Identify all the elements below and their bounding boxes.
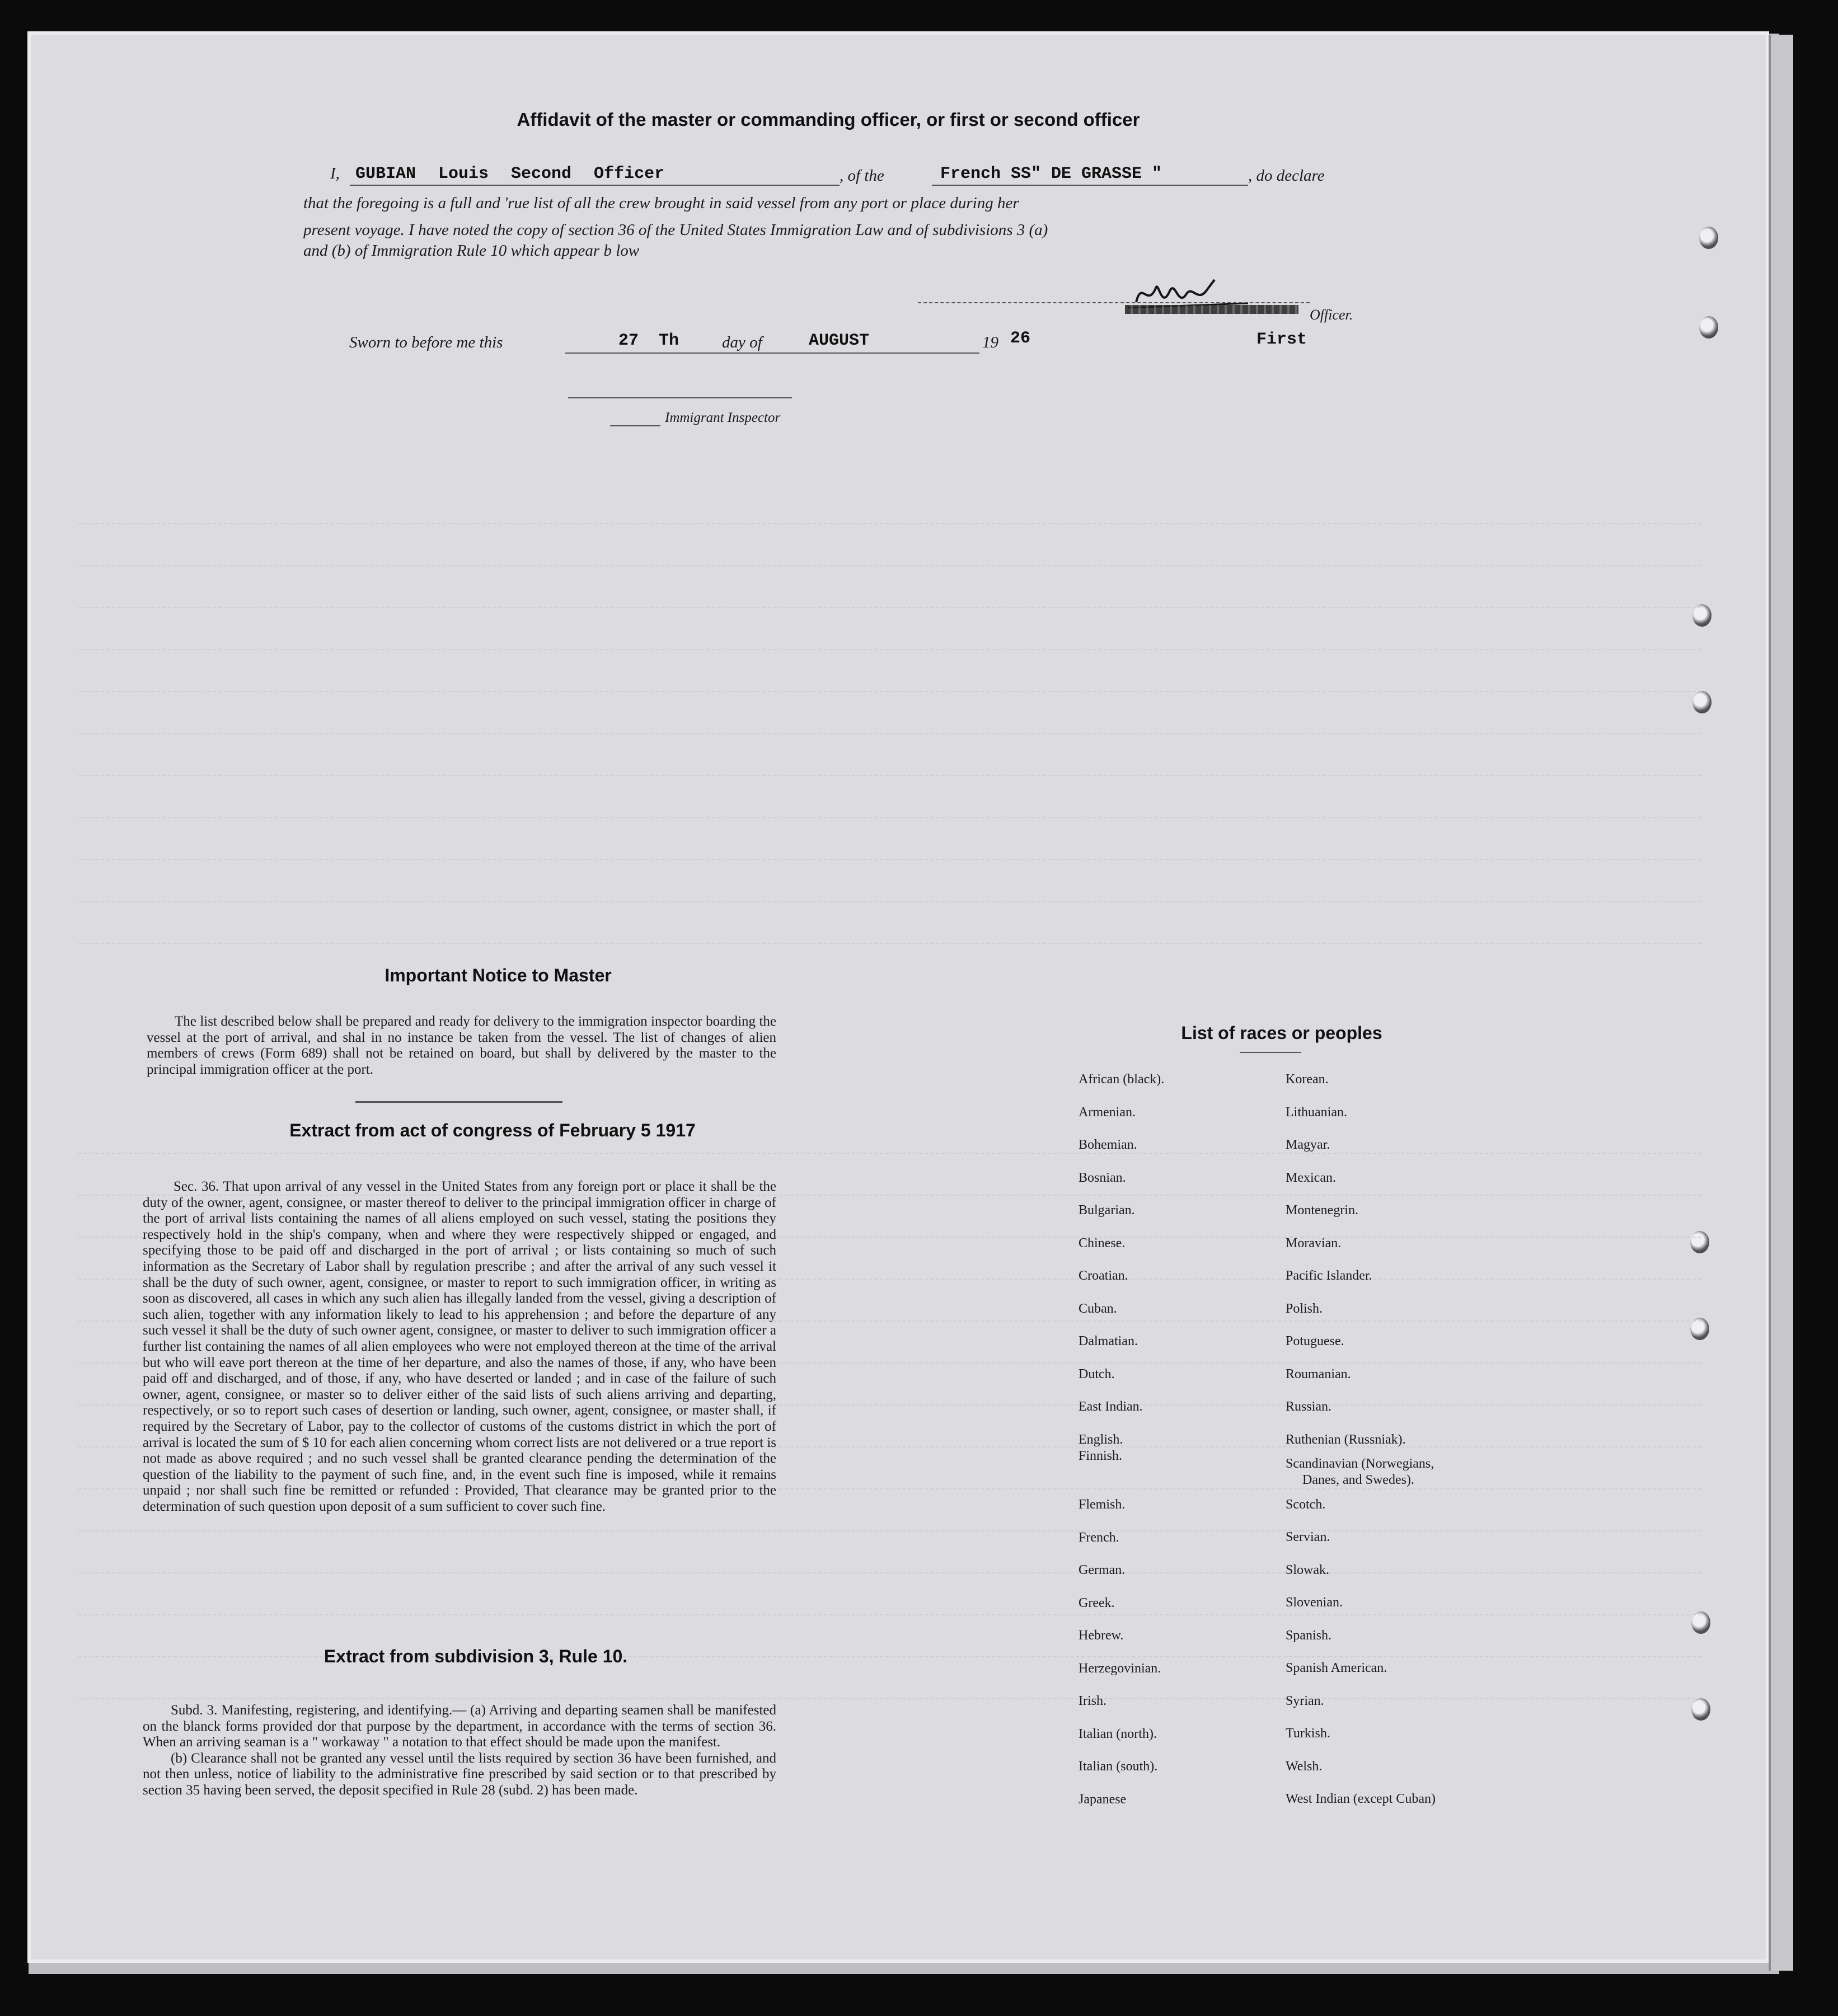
affidavit-title: Affidavit of the master or commanding officer, or first or second officer xyxy=(517,109,1140,130)
notice-text xyxy=(147,1014,776,1078)
race-item: Cuban. xyxy=(1079,1301,1117,1316)
sworn-year: 26 xyxy=(1010,329,1031,348)
race-item: Korean. xyxy=(1286,1072,1329,1087)
race-item: Finnish. xyxy=(1079,1448,1123,1463)
race-item: Italian (south). xyxy=(1079,1759,1158,1774)
race-item: Syrian. xyxy=(1286,1693,1324,1708)
race-item: French. xyxy=(1079,1530,1119,1545)
race-item: Lithuanian. xyxy=(1286,1105,1347,1120)
subdivision-a-paragraph: Subd. 3. Manifesting, registering, and identifying.— (a) Arriving and departing seamen shall be manifested on the blanck forms provided dor that purpose by the department, in accordance with the terms of section 36. When an arriving seaman is a " workaway " a notation to that effect should be made upon the manifest. xyxy=(143,1703,776,1750)
race-item: Slowak. xyxy=(1286,1562,1329,1577)
section-36-paragraph: Sec. 36. That upon arrival of any vessel in the United States from any foreign port or place it shall be the duty of the owner, agent, consignee, or master thereof to deliver to the principal immigration officer in charge of the port of arrival lists containing the names of all aliens employed on such vessel, stating the positions they respectively hold in the ship's company, when and where they were respectively shipped or engaged, and specifying those to be paid off and discharged in the port of arrival ; or lists containing so much of such information as the Secretary of Labor shall by regulation prescribe ; and after the arrival of any such vessel it shall be the duty of such owner, agent, consignee, or master to report to such immigration officer, in writing as soon as discovered, all cases in which any such alien has illegally landed from the vessel, giving a description of such alien, together with any information likely to lead to his apprehension ; and before the departure of any such vessel it shall be the duty of such owner agent, consignee, or master to deliver to such immigration officer a further list containing the names of all alien employees who were not employed thereon at the time of the arrival but who will eave port thereon at the time of her departure, and also the names of those, if any, who have been paid off and discharged, and of those, if any, who have deserted or landed ; and in case of the failure of such owner, agent, consignee, or master so to deliver either of the said lists of such aliens arriving and departing, respectively, or so to report such cases of desertion or landing, such owner, agent, consignee, or master shall, if required by the Secretary of Labor, pay to the collector of customs of the customs district in which the port of arrival is located the sum of $ 10 for each alien concerning whom correct lists are not delivered or a true report is not made as above required ; and no such vessel shall be granted clearance pending the determination of the question of the liability to the payment of such fine, and, in the event such fine is imposed, while it remains unpaid ; nor shall such fine be remitted or refunded : Provided, That clearance may be granted prior to the determination of such question upon deposit of a sum sufficient to cover such fine. xyxy=(143,1179,776,1514)
race-item: Armenian. xyxy=(1079,1105,1136,1120)
race-item: Montenegrin. xyxy=(1286,1203,1358,1218)
sworn-prefix: Sworn to before me this xyxy=(349,333,503,351)
extract-act-text xyxy=(143,1179,776,1515)
race-item: Italian (north). xyxy=(1079,1726,1157,1741)
race-item: West Indian (except Cuban) xyxy=(1286,1792,1436,1806)
vessel-name-line xyxy=(932,185,1248,186)
race-item: Irish. xyxy=(1079,1694,1106,1708)
struck-out-title xyxy=(1125,305,1298,314)
race-item: Magyar. xyxy=(1286,1138,1330,1152)
punch-hole-icon xyxy=(1691,1698,1710,1721)
sworn-year-prefix: 19 xyxy=(982,333,998,351)
race-item: Bosnian. xyxy=(1079,1170,1126,1185)
extract-rule-text xyxy=(143,1703,776,1799)
affidavit-line-4: and (b) of Immigration Rule 10 which appear b low xyxy=(303,242,640,260)
race-item: Servian. xyxy=(1286,1530,1330,1544)
page-edge xyxy=(1769,35,1793,1971)
race-item: Mexican. xyxy=(1286,1170,1336,1185)
race-item: African (black). xyxy=(1079,1072,1165,1087)
race-item: Herzegovinian. xyxy=(1079,1661,1161,1676)
race-item: Scandinavian (Norwegians, xyxy=(1286,1456,1434,1471)
races-title-underline xyxy=(1240,1052,1301,1053)
affidavit-line-3: present voyage. I have noted the copy of section 36 of the United States Immigration Law and of subdivisions 3 (a) xyxy=(303,221,1048,239)
sworn-day-of: day of xyxy=(722,333,762,351)
punch-hole-icon xyxy=(1699,227,1718,249)
race-item: Potuguese. xyxy=(1286,1334,1344,1348)
race-item: Roumanian. xyxy=(1286,1366,1351,1381)
races-column-1 xyxy=(1079,1063,1164,1816)
race-item: Danes, and Swedes). xyxy=(1302,1472,1414,1487)
affidavit-prefix: I, xyxy=(330,165,340,182)
officer-signature-line xyxy=(918,302,1310,303)
affidavit-line-1 xyxy=(330,165,340,183)
inspector-label-line xyxy=(610,425,660,426)
punch-hole-icon xyxy=(1692,691,1712,713)
race-item: Polish. xyxy=(1286,1301,1323,1316)
race-item: Slovenian. xyxy=(1286,1595,1343,1610)
races-column-2 xyxy=(1286,1063,1436,1816)
race-item: Bulgarian. xyxy=(1079,1203,1135,1218)
race-item: Flemish. xyxy=(1079,1497,1126,1512)
race-item: Ruthenian (Russniak). xyxy=(1286,1432,1406,1447)
punch-hole-icon xyxy=(1690,1231,1709,1253)
race-item: Bohemian. xyxy=(1079,1138,1137,1152)
declare-text: , do declare xyxy=(1248,167,1325,185)
inspector-label: Immigrant Inspector xyxy=(665,410,781,425)
of-the-text: , of the xyxy=(840,167,884,185)
race-item: Spanish American. xyxy=(1286,1661,1387,1675)
inspector-signature-line xyxy=(568,397,792,398)
race-item: Turkish. xyxy=(1286,1726,1330,1741)
race-item: Dalmatian. xyxy=(1079,1334,1138,1348)
race-item: Welsh. xyxy=(1286,1759,1323,1774)
subdivision-b-paragraph: (b) Clearance shall not be granted any vessel until the lists required by section 36 have been furnished, and not then unless, notice of liability to the administrative fine prescribed by said section or to that prescribed by section 35 having been served, the deposit specified in Rule 28 (subd. 2) has been made. xyxy=(143,1750,776,1798)
race-item: English. xyxy=(1079,1432,1123,1447)
race-item: Hebrew. xyxy=(1079,1628,1124,1643)
race-item: East Indian. xyxy=(1079,1399,1143,1414)
race-item: Dutch. xyxy=(1079,1366,1115,1381)
race-item: Japanese xyxy=(1079,1792,1127,1807)
race-item: Croatian. xyxy=(1079,1268,1128,1283)
affidavit-line-2: that the foregoing is a full and 'rue list of all the crew brought in said vessel from any port or place during her xyxy=(303,194,1019,212)
sworn-day-line xyxy=(565,353,800,354)
manifest-page xyxy=(31,35,1766,1959)
race-item xyxy=(1079,1472,1164,1488)
notice-title: Important Notice to Master xyxy=(385,965,612,985)
notice-divider xyxy=(355,1101,562,1103)
vessel-name-field: French SS" DE GRASSE " xyxy=(940,165,1162,184)
officer-name-line xyxy=(350,185,840,186)
sworn-day: 27 Th xyxy=(618,331,679,350)
race-item: Moravian. xyxy=(1286,1235,1342,1251)
officer-name-field: GUBIAN Louis Second Officer xyxy=(355,165,665,184)
officer-label: Officer. xyxy=(1310,307,1353,323)
races-title: List of races or peoples xyxy=(1181,1023,1382,1043)
sworn-month-line xyxy=(800,353,979,354)
race-item: Spanish. xyxy=(1286,1628,1332,1643)
race-item: Scotch. xyxy=(1286,1497,1326,1512)
race-item: Greek. xyxy=(1079,1595,1115,1610)
extract-act-title: Extract from act of congress of February 5 1917 xyxy=(289,1120,696,1140)
extract-rule-title: Extract from subdivision 3, Rule 10. xyxy=(323,1646,628,1666)
race-item: Chinese. xyxy=(1079,1235,1126,1251)
race-item: Pacific Islander. xyxy=(1286,1268,1372,1283)
notice-paragraph: The list described below shall be prepared and ready for delivery to the immigration inspector boarding the vessel at the port of arrival, and shal in no instance be taken from the vessel. The list of changes of alien members of crews (Form 689) shall not be retained on board, but shall by delivered by the master to the principal immigration officer at the port. xyxy=(147,1014,776,1077)
race-item: German. xyxy=(1079,1563,1126,1577)
race-item: Russian. xyxy=(1286,1399,1332,1414)
punch-hole-icon xyxy=(1699,316,1718,339)
officer-rank: First xyxy=(1256,330,1307,349)
sworn-month: AUGUST xyxy=(809,331,870,350)
